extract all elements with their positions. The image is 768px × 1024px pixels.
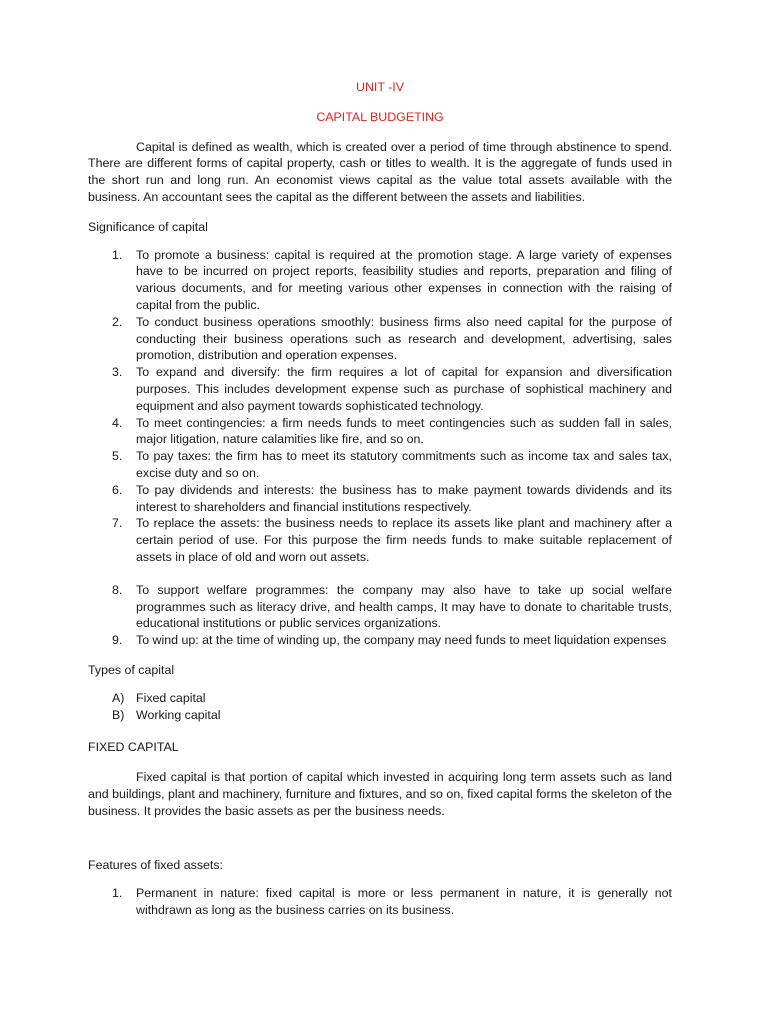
list-letter: B) bbox=[112, 707, 125, 722]
list-number: 1. bbox=[112, 886, 123, 901]
list-item bbox=[88, 690, 672, 707]
page-title: CAPITAL BUDGETING bbox=[316, 109, 444, 124]
list-number: 6. bbox=[112, 482, 123, 497]
list-item-text: To wind up: at the time of winding up, the company may need funds to meet liquidation expenses bbox=[136, 633, 667, 648]
features-list bbox=[88, 885, 672, 919]
list-item bbox=[88, 482, 672, 516]
list-letter: A) bbox=[112, 690, 125, 705]
list-item-text: To replace the assets: the business needs to replace its assets like plant and machinery after a certain period of use. For this purpose the firm needs funds to make suitable replacement of assets in place of old and worn out assets. bbox=[136, 516, 672, 564]
list-item bbox=[88, 415, 672, 449]
types-list bbox=[88, 690, 672, 724]
list-item-text: To pay taxes: the firm has to meet its statutory commitments such as income tax and sales tax, excise duty and so on. bbox=[136, 449, 672, 480]
list-item-text: To pay dividends and interests: the business has to make payment towards dividends and its interest to shareholders and financial institutions respectively. bbox=[136, 482, 672, 514]
types-heading: Types of capital bbox=[88, 662, 175, 677]
document-content bbox=[88, 79, 672, 919]
list-item bbox=[88, 707, 672, 724]
list-item-text: Working capital bbox=[136, 707, 221, 722]
fixed-capital-paragraph: Fixed capital is that portion of capital which invested in acquiring long term assets such as land and buildings, plant and machinery, furniture and fixtures, and so on, fixed capital forms the skeleton of the business. It provides the basic assets as per the business needs. bbox=[88, 770, 672, 818]
list-item bbox=[88, 582, 672, 632]
features-heading: Features of fixed assets: bbox=[88, 858, 223, 873]
list-number: 9. bbox=[112, 633, 123, 648]
significance-list bbox=[88, 247, 672, 649]
fixed-capital-heading: FIXED CAPITAL bbox=[88, 740, 179, 755]
list-number: 5. bbox=[112, 449, 123, 464]
list-item-text: Fixed capital bbox=[136, 690, 206, 705]
list-item bbox=[88, 247, 672, 314]
list-item bbox=[88, 632, 672, 649]
list-item bbox=[88, 448, 672, 482]
list-item bbox=[88, 885, 672, 919]
list-number: 3. bbox=[112, 365, 123, 380]
list-number: 1. bbox=[112, 247, 123, 262]
list-number: 7. bbox=[112, 516, 123, 531]
list-item bbox=[88, 515, 672, 565]
intro-paragraph: Capital is defined as wealth, which is created over a period of time through abstinence to spend. There are different forms of capital property, cash or titles to wealth. It is the aggregate of funds used in the short run and long run. An economist views capital as the value total assets available with the business. An accountant sees the capital as the different between the assets and liabilities. bbox=[88, 139, 672, 204]
list-item bbox=[88, 314, 672, 364]
list-item-text: To support welfare programmes: the company may also have to take up social welfare programmes such as literacy drive, and health camps, It may have to donate to charitable trusts, educational institutions or public services organizations. bbox=[136, 582, 672, 631]
unit-heading: UNIT -IV bbox=[356, 80, 404, 94]
list-number: 8. bbox=[112, 582, 123, 597]
list-item-text: To expand and diversify: the firm requires a lot of capital for expansion and diversification purposes. This includes development expense such as purchase of sophistical machinery and equipment and also payment towards sophisticated technology. bbox=[136, 365, 672, 413]
list-item-text: To conduct business operations smoothly: business firms also need capital for the purpose of conducting their business operations such as research and development, advertising, sales promotion, distribution and operation expenses. bbox=[136, 314, 672, 363]
list-item bbox=[88, 364, 672, 414]
significance-heading: Significance of capital bbox=[88, 219, 208, 234]
list-item-text: To meet contingencies: a firm needs funds to meet contingencies such as sudden fall in sales, major litigation, nature calamities like fire, and so on. bbox=[136, 415, 672, 447]
list-number: 2. bbox=[112, 314, 123, 329]
list-number: 4. bbox=[112, 415, 123, 430]
list-item-text: Permanent in nature: fixed capital is more or less permanent in nature, it is generally not withdrawn as long as the business carries on its business. bbox=[136, 886, 672, 918]
list-item-text: To promote a business: capital is required at the promotion stage. A large variety of expenses have to be incurred on project reports, feasibility studies and reports, preparation and filing of various documents, and for meeting various other expenses in connection with the raising of capital from the public. bbox=[136, 247, 672, 312]
